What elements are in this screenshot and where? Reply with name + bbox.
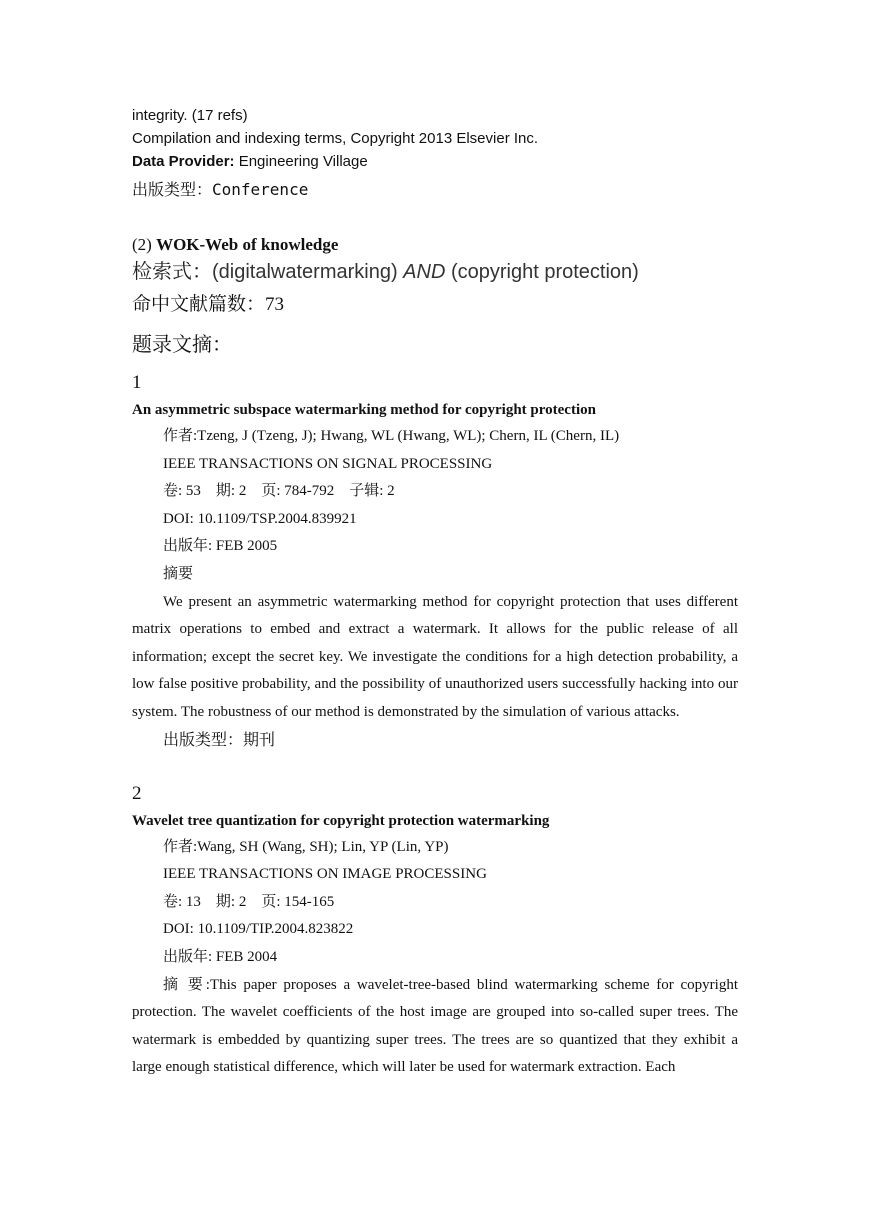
refs-line: integrity. (17 refs) <box>132 107 248 124</box>
record-number: 2 <box>132 782 142 804</box>
data-provider-value: Engineering Village <box>234 153 368 170</box>
record-2 <box>132 782 738 1082</box>
record-volume: 卷: 13 期: 2 页: 154-165 <box>163 893 335 910</box>
record-abstract: 摘 要:This paper proposes a wavelet-tree-based blind watermarking scheme for copyright protection. The wavelet coefficients of the host image are grouped into so-called super trees. The watermark is embedded by quantizing super trees. The trees are so quantized that they exhibit a large enough statistical difference, which will later be used for watermark extraction. Each <box>132 976 738 1076</box>
data-provider-line <box>132 150 738 173</box>
section-number: (2) <box>132 235 157 254</box>
record-doi: DOI: 10.1109/TSP.2004.839921 <box>163 510 357 527</box>
record-title: An asymmetric subspace watermarking method for copyright protection <box>132 402 596 418</box>
document-page <box>132 104 738 1082</box>
pub-type-conference: 出版类型：Conference <box>132 180 309 199</box>
record-number: 1 <box>132 372 142 393</box>
query-part-2: (copyright protection) <box>445 261 639 283</box>
record-title: Wavelet tree quantization for copyright protection watermarking <box>132 812 550 829</box>
hit-count <box>132 291 738 319</box>
record-pub-type: 出版类型：期刊 <box>163 731 276 749</box>
data-provider-label: Data Provider: <box>132 153 235 170</box>
record-year: 出版年: FEB 2004 <box>163 948 278 965</box>
section-title: WOK-Web of knowledge <box>156 235 339 254</box>
record-authors: 作者:Wang, SH (Wang, SH); Lin, YP (Lin, YP) <box>163 838 449 855</box>
search-query <box>132 258 738 286</box>
copyright-line: Compilation and indexing terms, Copyright 2013 Elsevier Inc. <box>132 130 539 147</box>
record-abstract-label: 摘要 <box>163 565 194 582</box>
query-label: 检索式： <box>132 261 212 283</box>
record-journal: IEEE TRANSACTIONS ON SIGNAL PROCESSING <box>163 455 493 472</box>
record-doi: DOI: 10.1109/TIP.2004.823822 <box>163 921 354 938</box>
record-authors: 作者:Tzeng, J (Tzeng, J); Hwang, WL (Hwang, WL); Chern, IL (Chern, IL) <box>163 428 620 444</box>
section-heading <box>132 234 738 256</box>
abstracts-label: 题录文摘： <box>132 334 232 356</box>
hit-count-label: 命中文献篇数： <box>132 294 266 315</box>
record-abstract: We present an asymmetric watermarking method for copyright protection that uses different matrix operations to embed and extract a watermark. It allows for the public release of all information; except the secret key. We investigate the conditions for a high detection probability, a low false positive probability, and the possibility of unauthorized users successfully hacking into our system. The robustness of our method is demonstrated by the simulation of various attacks. <box>132 593 738 720</box>
query-part-1: (digitalwatermarking) <box>212 261 404 283</box>
query-operator: AND <box>403 261 446 283</box>
hit-count-value: 73 <box>265 294 285 315</box>
record-1 <box>132 371 738 754</box>
record-year: 出版年: FEB 2005 <box>163 538 278 555</box>
record-journal: IEEE TRANSACTIONS ON IMAGE PROCESSING <box>163 866 487 883</box>
record-volume: 卷: 53 期: 2 页: 784-792 子辑: 2 <box>163 483 395 500</box>
